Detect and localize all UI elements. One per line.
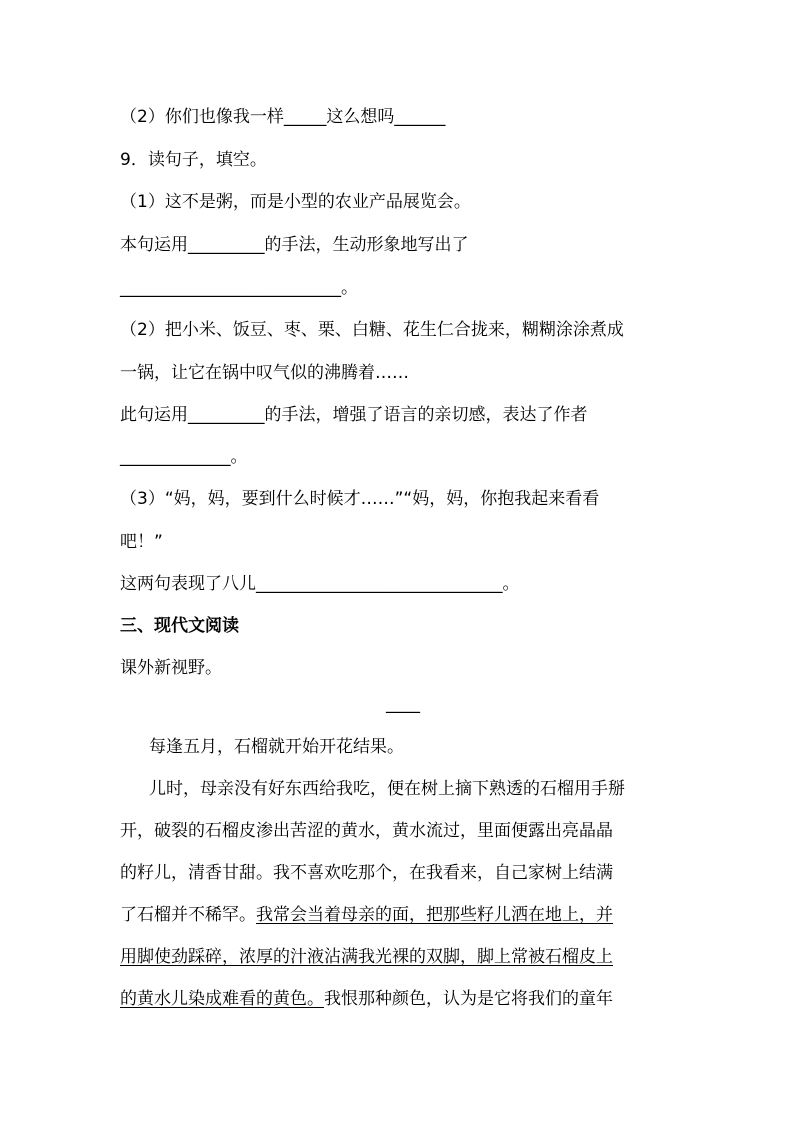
passage-paragraph-2-line-5 (120, 945, 613, 969)
question-9-part-1-answer-line: __________________________。 (120, 278, 358, 298)
subsection-label: 课外新视野。 (120, 658, 222, 678)
passage-paragraph-2-line-3: 的籽儿，清香甘甜。我不喜欢吃那个，在我看来，自己家树上结满 (120, 863, 613, 883)
question-9-heading: 9．读句子，填空。 (120, 150, 267, 170)
question-9-part-2-answer-line: _____________。 (120, 447, 248, 467)
passage-paragraph-1: 每逢五月，石榴就开始开花结果。 (149, 737, 404, 757)
plain-text: 我恨那种颜色，认为是它将我们的童年 (324, 989, 613, 1009)
passage-paragraph-2-line-2: 开，破裂的石榴皮渗出苦涩的黄水，黄水流过，里面便露出亮晶晶 (120, 821, 613, 841)
passage-paragraph-2-line-1: 儿时，母亲没有好东西给我吃，便在树上摘下熟透的石榴用手掰 (149, 779, 625, 799)
question-9-part-1: （1）这不是粥，而是小型的农业产品展览会。 (120, 192, 471, 212)
passage-paragraph-2-line-6 (120, 987, 613, 1011)
underlined-sentence-end: 的黄水儿染成难看的黄色。 (120, 989, 324, 1009)
question-9-part-3-blank: 这两句表现了八儿_____________________________。 (120, 574, 520, 594)
plain-text: 了石榴并不稀罕。 (120, 905, 256, 925)
section-heading: 三、现代文阅读 (120, 616, 239, 636)
underlined-sentence-cont: 用脚使劲踩碎，浓厚的汁液沾满我光裸的双脚，脚上常被石榴皮上 (120, 947, 613, 967)
question-9-part-2-blank: 此句运用_________的手法，增强了语言的亲切感，表达了作者 (120, 405, 588, 425)
question-9-part-3: （3）“妈，妈，要到什么时候才……”“妈，妈，你抱我起来看看 (120, 489, 600, 509)
question-9-part-2-cont: 一锅，让它在锅中叹气似的沸腾着…… (120, 363, 409, 383)
question-8-part-2: （2）你们也像我一样_____这么想吗______ (120, 107, 446, 127)
question-9-part-1-blank: 本句运用_________的手法，生动形象地写出了 (120, 235, 469, 255)
passage-paragraph-2-line-4 (120, 903, 613, 927)
question-9-part-2: （2）把小米、饭豆、枣、栗、白糖、花生仁合拢来，糊糊涂涂煮成 (120, 320, 624, 340)
question-9-part-3-cont: 吧！” (120, 532, 163, 552)
underlined-sentence: 我常会当着母亲的面，把那些籽儿洒在地上，并 (256, 905, 613, 925)
passage-title-blank: ____ (386, 694, 420, 714)
